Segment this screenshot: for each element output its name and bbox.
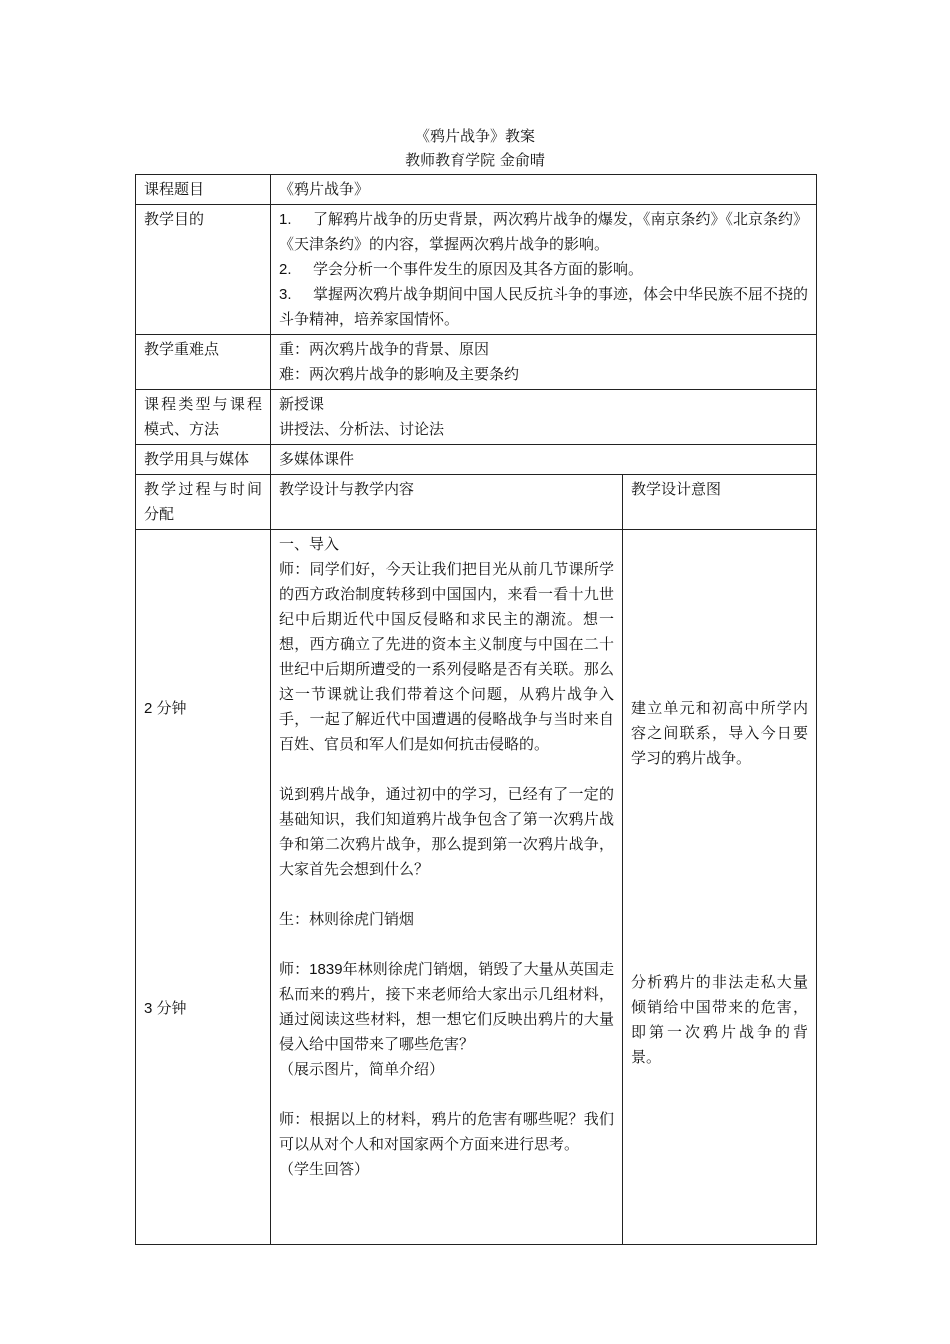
time-segment-2: 3 分钟 bbox=[144, 1000, 187, 1017]
objective-item bbox=[279, 207, 808, 257]
process-header-intent: 教学设计意图 bbox=[623, 475, 817, 530]
teacher-paragraph: 师：同学们好，今天让我们把目光从前几节课所学的西方政治制度转移到中国国内，来看一看十九世纪中后期近代中国反侵略和求民主的潮流。想一想，西方确立了先进的资本主义制度与中国在二十世纪中后期所遭受的一系列侵略是否有关联。那么这一节课就让我们带着这个问题，从鸦片战争入手，一起了解近代中国遭遇的侵略战争与当时来自百姓、官员和军人们是如何抗击侵略的。 bbox=[279, 560, 614, 753]
objective-num: 3. bbox=[279, 286, 292, 303]
objectives-label: 教学目的 bbox=[136, 205, 271, 335]
objective-item bbox=[279, 282, 808, 332]
teacher-paragraph: 说到鸦片战争，通过初中的学习，已经有了一定的基础知识，我们知道鸦片战争包含了第一次鸦片战争和第二次鸦片战争，那么提到第一次鸦片战争，大家首先会想到什么？ bbox=[279, 785, 614, 878]
objectives-cell bbox=[271, 205, 817, 335]
row-course-type bbox=[136, 390, 817, 445]
objective-num: 1. bbox=[279, 211, 292, 228]
objective-num: 2. bbox=[279, 261, 292, 278]
row-course-title bbox=[136, 175, 817, 205]
course-type-value: 新授课 bbox=[279, 395, 325, 413]
key-points-label: 教学重难点 bbox=[136, 335, 271, 390]
process-intent-cell bbox=[623, 530, 817, 1245]
key-points-cell bbox=[271, 335, 817, 390]
teacher-paragraph: 师：根据以上的材料，鸦片的危害有哪些呢？我们可以从对个人和对国家两个方面来进行思考。 bbox=[279, 1110, 614, 1153]
document-title: 《鸦片战争》教案 bbox=[414, 127, 535, 145]
intent-1: 建立单元和初高中所学内容之间联系，导入今日要学习的鸦片战争。 bbox=[631, 699, 809, 767]
tools-label: 教学用具与媒体 bbox=[136, 445, 271, 475]
course-type-label: 课程类型与课程模式、方法 bbox=[136, 390, 271, 445]
process-content-cell bbox=[271, 530, 623, 1245]
stage-note: （展示图片，简单介绍） bbox=[279, 1060, 445, 1078]
row-process-body bbox=[136, 530, 817, 1245]
row-key-points bbox=[136, 335, 817, 390]
objective-text: 掌握两次鸦片战争期间中国人民反抗斗争的事迹，体会中华民族不屈不挠的斗争精神，培养家国情怀。 bbox=[279, 285, 809, 328]
section-title: 一、导入 bbox=[279, 535, 340, 553]
process-header-content: 教学设计与教学内容 bbox=[271, 475, 623, 530]
course-title-value: 《鸦片战争》 bbox=[271, 175, 817, 205]
key-point: 重：两次鸦片战争的背景、原因 bbox=[279, 340, 490, 358]
speaker-prefix: 师： bbox=[279, 960, 310, 978]
stage-note: （学生回答） bbox=[279, 1160, 370, 1178]
tools-value: 多媒体课件 bbox=[271, 445, 817, 475]
process-header-time: 教学过程与时间分配 bbox=[136, 475, 271, 530]
lesson-plan-table bbox=[135, 174, 817, 1245]
teacher-paragraph bbox=[279, 957, 614, 1057]
student-answer: 生：林则徐虎门销烟 bbox=[279, 910, 415, 928]
teacher-paragraph-text: 年林则徐虎门销烟，销毁了大量从英国走私而来的鸦片，接下来老师给大家出示几组材料，通过阅读这些材料，想一想它们反映出鸦片的大量侵入给中国带来了哪些危害？ bbox=[279, 960, 614, 1053]
row-tools bbox=[136, 445, 817, 475]
time-segment-1: 2 分钟 bbox=[144, 700, 187, 717]
year-1839: 1839 bbox=[309, 961, 343, 978]
row-process-header bbox=[136, 475, 817, 530]
intent-2: 分析鸦片的非法走私大量倾销给中国带来的危害，即第一次鸦片战争的背景。 bbox=[631, 973, 809, 1066]
course-methods-value: 讲授法、分析法、讨论法 bbox=[279, 420, 445, 438]
objective-text: 学会分析一个事件发生的原因及其各方面的影响。 bbox=[313, 260, 644, 278]
row-objectives bbox=[136, 205, 817, 335]
objective-item bbox=[279, 257, 808, 282]
process-time-cell bbox=[136, 530, 271, 1245]
difficult-point: 难：两次鸦片战争的影响及主要条约 bbox=[279, 365, 520, 383]
objective-text: 了解鸦片战争的历史背景，两次鸦片战争的爆发，《南京条约》《北京条约》《天津条约》的内容，掌握两次鸦片战争的影响。 bbox=[279, 210, 809, 253]
course-type-cell bbox=[271, 390, 817, 445]
course-title-label: 课程题目 bbox=[136, 175, 271, 205]
document-author: 教师教育学院 金俞晴 bbox=[405, 151, 545, 169]
